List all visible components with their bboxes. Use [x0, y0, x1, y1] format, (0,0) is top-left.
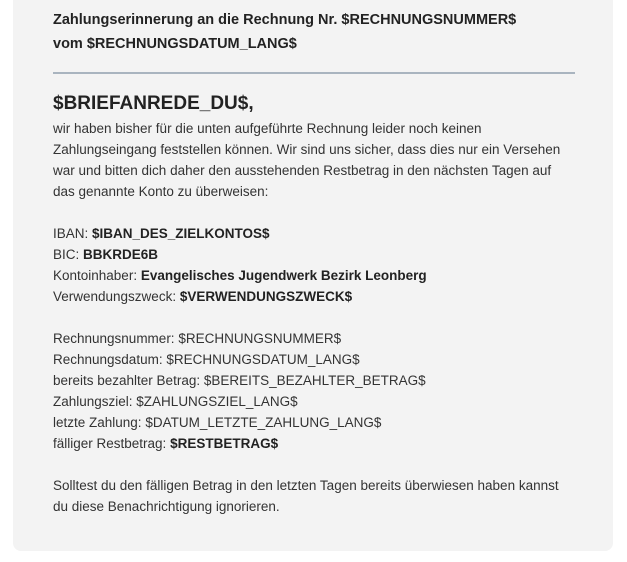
remaining-amount-value: $RESTBETRAG$ [170, 436, 279, 451]
account-owner-label: Kontoinhaber: [53, 268, 141, 283]
remaining-amount-line [53, 433, 575, 454]
intro-paragraph: wir haben bisher für die unten aufgeführte Rechnung leider noch keinen Zahlungseingang feststellen können. Wir sind uns sicher, dass dies nur ein Versehen war und bitten dich daher den ausstehenden Restbetrag in den nächsten Tagen auf das genannte Konto zu überweisen: [53, 121, 561, 199]
bic-line [53, 244, 575, 265]
purpose-value: $VERWENDUNGSZWECK$ [179, 289, 353, 304]
due-date-line [53, 391, 575, 412]
due-date-value: $ZAHLUNGSZIEL_LANG$ [136, 394, 298, 409]
subject-line-2: vom $RECHNUNGSDATUM_LANG$ [53, 36, 297, 52]
account-owner-line [53, 265, 575, 286]
email-content [53, 0, 575, 517]
account-owner-value: Evangelisches Jugendwerk Bezirk Leonberg [140, 268, 427, 283]
invoice-details [53, 328, 575, 454]
bic-value: BBKRDE6B [83, 247, 159, 262]
invoice-date-label: Rechnungsdatum: [53, 352, 167, 367]
due-date-label: Zahlungsziel: [53, 394, 137, 409]
invoice-date-line [53, 349, 575, 370]
closing-paragraph: Solltest du den fälligen Betrag in den letzten Tagen bereits überwiesen haben kannst du diese Benachrichtigung ignorieren. [53, 478, 559, 514]
email-card [13, 0, 613, 551]
remaining-amount-label: fälliger Restbetrag: [53, 436, 171, 451]
subject-line-1: Zahlungserinnerung an die Rechnung Nr. $RECHNUNGSNUMMER$ [53, 12, 517, 28]
divider [53, 72, 575, 74]
purpose-label: Verwendungszweck: [53, 289, 180, 304]
last-payment-label: letzte Zahlung: [53, 415, 146, 430]
salutation: $BRIEFANREDE_DU$, [53, 93, 254, 114]
paid-amount-line [53, 370, 575, 391]
paid-amount-label: bereits bezahlter Betrag: [53, 373, 204, 388]
invoice-number-line [53, 328, 575, 349]
iban-line [53, 223, 575, 244]
iban-value: $IBAN_DES_ZIELKONTOS$ [92, 226, 270, 241]
last-payment-line [53, 412, 575, 433]
paid-amount-value: $BEREITS_BEZAHLTER_BETRAG$ [203, 373, 426, 388]
email-subject [53, 8, 575, 56]
invoice-number-label: Rechnungsnummer: [53, 331, 179, 346]
bic-label: BIC: [53, 247, 84, 262]
iban-label: IBAN: [53, 226, 93, 241]
invoice-number-value: $RECHNUNGSNUMMER$ [178, 331, 342, 346]
bank-details [53, 223, 575, 307]
invoice-date-value: $RECHNUNGSDATUM_LANG$ [166, 352, 360, 367]
last-payment-value: $DATUM_LETZTE_ZAHLUNG_LANG$ [145, 415, 382, 430]
purpose-line [53, 286, 575, 307]
